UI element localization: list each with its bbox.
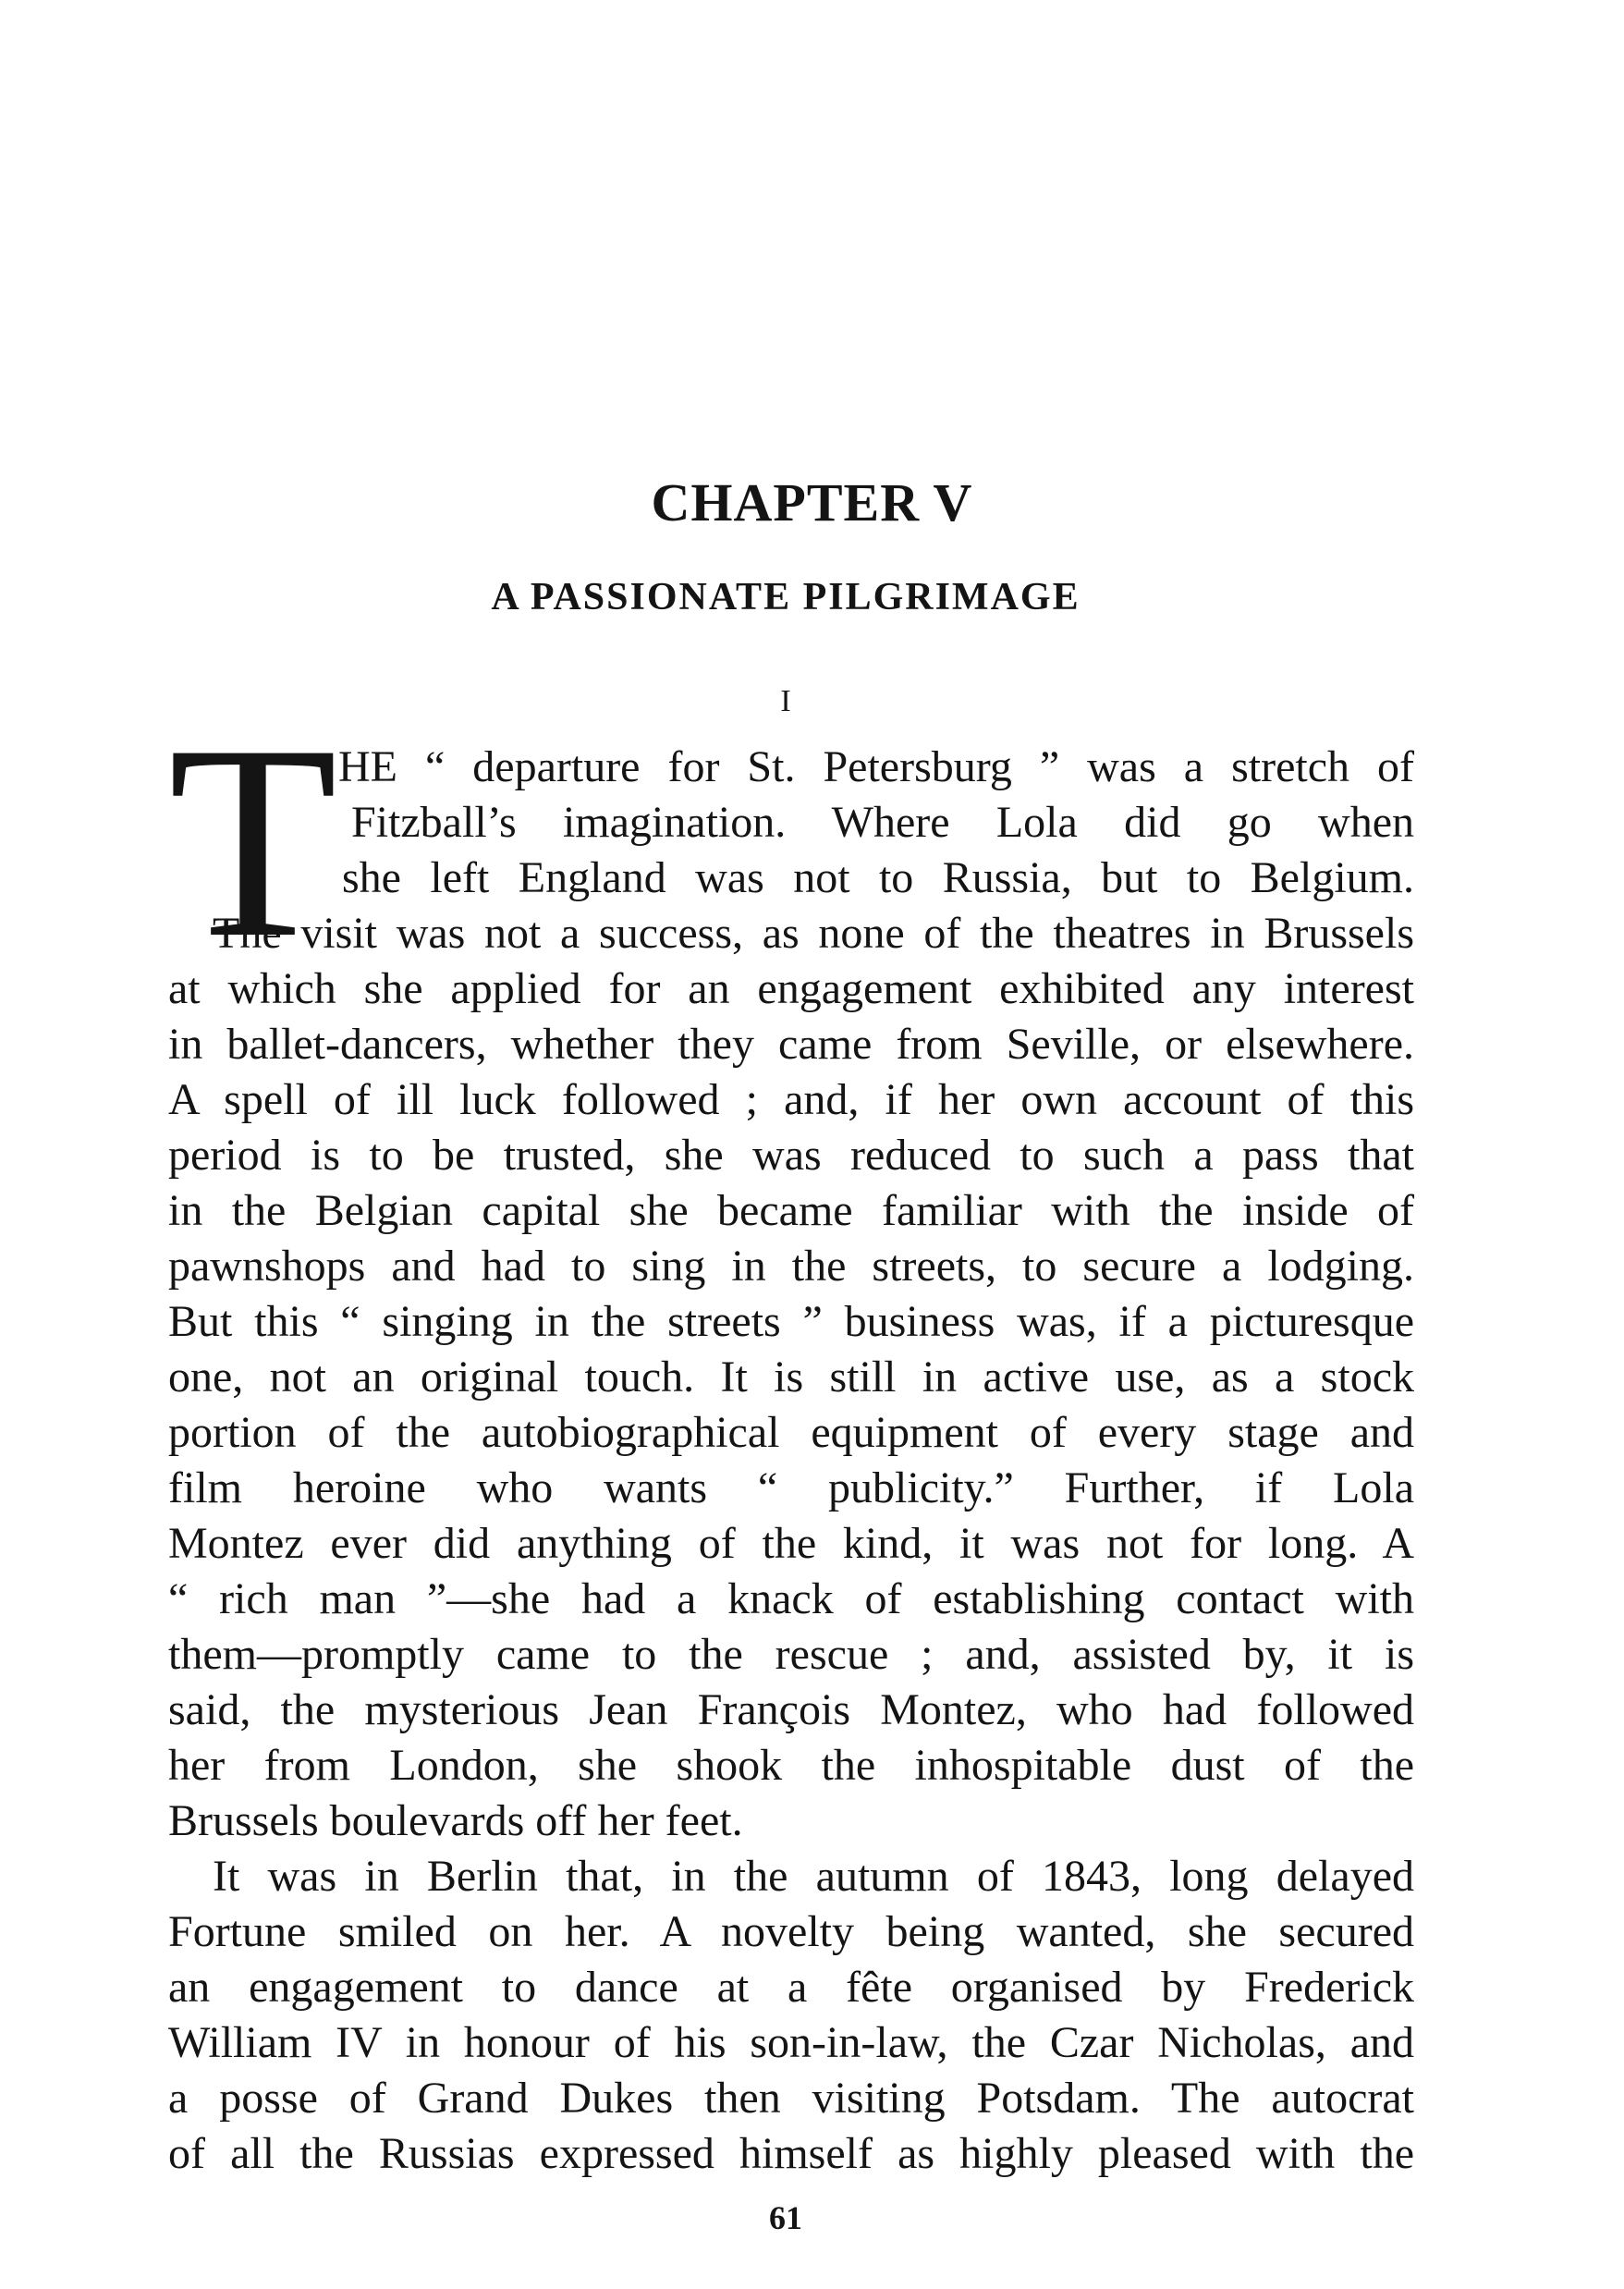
text-line: one, not an original touch. It is still in active use, as a stock [168,1353,1414,1402]
text-line: of all the Russias expressed himself as highly pleased with the [168,2129,1414,2178]
text-line: at which she applied for an engagement exhibited any interest [168,964,1414,1013]
text-line: them—promptly came to the rescue ; and, assisted by, it is [168,1630,1414,1679]
text-line: HE “ departure for St. Petersburg ” was a stretch of [338,742,1414,791]
text-line: It was in Berlin that, in the autumn of 1843, long delayed [213,1852,1414,1901]
text-line: A spell of ill luck followed ; and, if her own account of this [168,1075,1414,1124]
section-number: I [780,684,791,718]
drop-cap: T [168,688,338,995]
text-line: Fortune smiled on her. A novelty being wanted, she secured [168,1907,1414,1956]
text-line: The visit was not a success, as none of the theatres in Brussels [213,909,1414,958]
text-line: in the Belgian capital she became familiar with the inside of [168,1186,1414,1235]
chapter-subtitle: A PASSIONATE PILGRIMAGE [491,576,1081,618]
text-line: said, the mysterious Jean François Montez, who had followed [168,1685,1414,1734]
text-line: pawnshops and had to sing in the streets, to secure a lodging. [168,1242,1414,1291]
text-line: Fitzball’s imagination. Where Lola did go when [351,798,1414,847]
text-line: Brussels boulevards off her feet. [168,1796,743,1845]
text-line: an engagement to dance at a fête organised by Frederick [168,1963,1414,2012]
text-line: her from London, she shook the inhospitable dust of the [168,1741,1414,1790]
text-line: in ballet-dancers, whether they came from Seville, or elsewhere. [168,1020,1414,1069]
text-line: film heroine who wants “ publicity.” Further, if Lola [168,1463,1414,1512]
text-line: “ rich man ”—she had a knack of establishing contact with [168,1574,1414,1623]
text-line: William IV in honour of his son-in-law, the Czar Nicholas, and [168,2018,1414,2067]
text-line: she left England was not to Russia, but to Belgium. [342,853,1414,902]
chapter-title: CHAPTER V [651,472,973,532]
text-line: Montez ever did anything of the kind, it was not for long. A [168,1519,1414,1568]
page-number: 61 [769,2199,802,2236]
text-line: a posse of Grand Dukes then visiting Potsdam. The autocrat [168,2074,1414,2123]
text-line: period is to be trusted, she was reduced to such a pass that [168,1131,1414,1180]
text-line: portion of the autobiographical equipment of every stage and [168,1408,1414,1457]
text-line: But this “ singing in the streets ” business was, if a picturesque [168,1297,1414,1346]
